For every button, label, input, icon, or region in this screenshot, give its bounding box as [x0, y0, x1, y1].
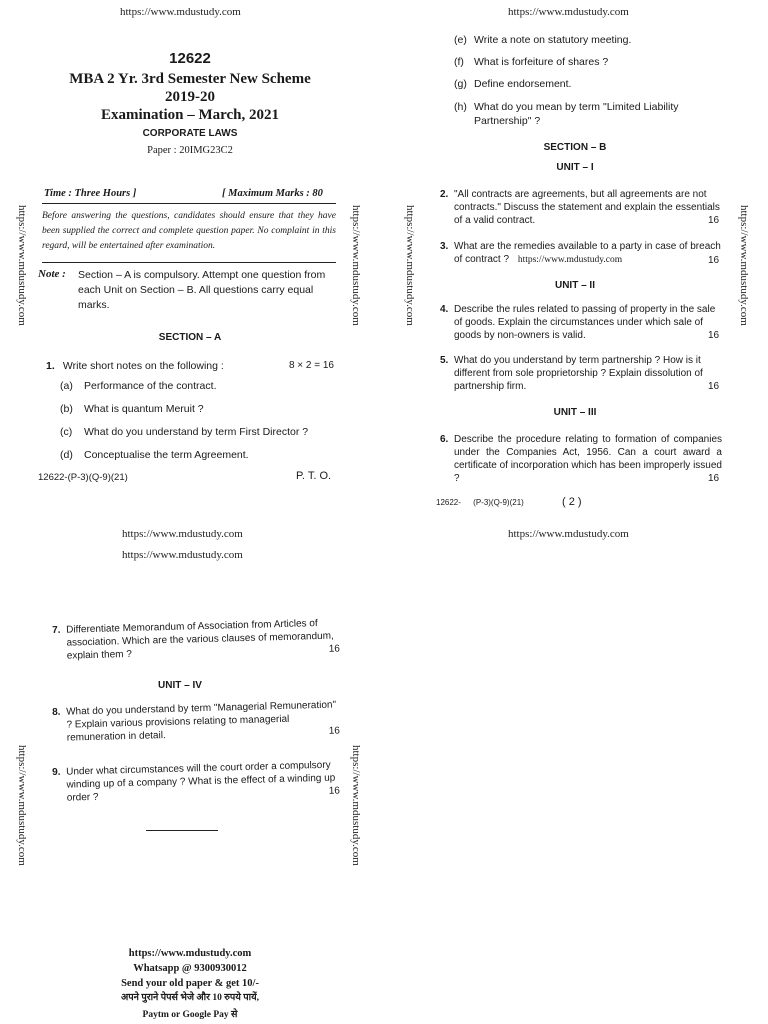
watermark-url-side-5: https://www.mdustudy.com — [16, 745, 28, 866]
page-2-footer-code — [436, 498, 524, 507]
pto-label: P. T. O. — [296, 470, 332, 482]
question-1 — [46, 360, 334, 372]
q1-part-d — [60, 449, 340, 461]
question-7 — [52, 616, 343, 663]
part-a-text: Performance of the contract. — [84, 380, 217, 392]
unit-4-heading: UNIT – IV — [158, 680, 202, 691]
q6-text: Describe the procedure relating to formation of companies under the Companies Act, 1956. Can a court award a certificate of incorporation which has been improperly issued ? — [454, 434, 722, 484]
page-1-footer-code — [38, 472, 128, 483]
footer-suffix-1: (P-3)(Q-9)(21) — [67, 472, 128, 483]
q4-text: Describe the rules related to passing of property in the sale of goods. Explain the circumstances under which sale of goods by non-owners is valid. — [454, 304, 716, 341]
unit-3-heading: UNIT – III — [553, 407, 597, 418]
promo-block — [90, 946, 290, 1023]
part-f-text: What is forfeiture of shares ? — [474, 56, 609, 68]
question-9 — [52, 758, 343, 805]
section-a-heading: SECTION – A — [158, 332, 222, 343]
promo-payment: Paytm or Google Pay से — [142, 1010, 238, 1020]
page-1 — [40, 30, 340, 156]
q9-number: 9. — [52, 766, 61, 778]
question-6: 6. Describe the procedure relating to formation of companies under the Companies Act, 1956. Can a court award a certificate of incorporation which has been improperly issued ? 16 — [440, 434, 722, 484]
subject-title: CORPORATE LAWS — [142, 128, 238, 139]
question-5: 5. What do you understand by term partnership ? How is it different from sole proprietorship ? Explain dissolution of partnership firm. 16 — [440, 355, 720, 392]
watermark-url-mid-left-1: https://www.mdustudy.com — [122, 528, 243, 540]
part-c-label: (c) — [60, 426, 73, 438]
session: 2019-20 — [165, 89, 215, 105]
note-label: Note : — [38, 268, 66, 280]
watermark-url-side-3: https://www.mdustudy.com — [404, 205, 416, 326]
footer-suffix-2: (P-3)(Q-9)(21) — [473, 498, 524, 507]
time-label: Time : Three Hours ] — [44, 188, 137, 199]
watermark-url-top-left: https://www.mdustudy.com — [120, 6, 241, 18]
q4-number: 4. — [440, 304, 449, 315]
header-rule — [42, 203, 336, 204]
q1-number: 1. — [46, 360, 55, 372]
instruction-rule — [42, 262, 336, 263]
note-text: Section – A is compulsory. Attempt one question from each Unit on Section – B. All questions carry equal marks. — [78, 269, 326, 311]
part-d-label: (d) — [60, 449, 73, 461]
section-b-heading: SECTION – B — [543, 142, 607, 153]
watermark-url-side-4: https://www.mdustudy.com — [738, 205, 750, 326]
q1-part-f — [454, 56, 714, 68]
q7-number: 7. — [52, 624, 61, 636]
watermark-url-side-6: https://www.mdustudy.com — [350, 745, 362, 866]
q1-part-g — [454, 78, 714, 90]
question-4: 4. Describe the rules related to passing of property in the sale of goods. Explain the circumstances under which sale of goods by non-owners is valid. 16 — [440, 304, 720, 341]
part-a-label: (a) — [60, 380, 73, 392]
watermark-url-side-2: https://www.mdustudy.com — [350, 205, 362, 326]
promo-whatsapp: Whatsapp @ 9300930012 — [133, 963, 247, 974]
marks-label: [ Maximum Marks : 80 — [222, 188, 323, 199]
paper-number: Paper : 20IMG23C2 — [147, 145, 233, 156]
unit-2-heading: UNIT – II — [554, 280, 595, 291]
q1-part-h — [454, 100, 736, 128]
unit-1-heading: UNIT – I — [556, 162, 594, 173]
q1-marks: 8 × 2 = 16 — [288, 360, 334, 371]
end-rule — [146, 830, 218, 831]
part-d-text: Conceptualise the term Agreement. — [84, 449, 249, 461]
exam-title: Examination – March, 2021 — [100, 107, 280, 123]
q8-text: What do you understand by term "Managerial Remuneration" ? Explain various provisions relating to managerial remuneration in detail. — [66, 699, 337, 744]
course-title: MBA 2 Yr. 3rd Semester New Scheme — [69, 71, 311, 87]
q1-part-b — [60, 403, 340, 415]
q2-number: 2. — [440, 189, 449, 200]
watermark-url-mid-left-2: https://www.mdustudy.com — [122, 549, 243, 561]
promo-hindi-line: अपने पुराने पेपर्स भेजे और 10 रुपये पायें, — [121, 993, 259, 1003]
part-g-text: Define endorsement. — [474, 78, 572, 90]
footer-code-2: 12622- — [436, 498, 461, 507]
instruction-text: Before answering the questions, candidates should ensure that they have been supplied the correct and complete question paper. No complaint in this regard, will be entertained after examination. — [42, 211, 336, 251]
part-h-text: What do you mean by term "Limited Liability Partnership" ? — [474, 101, 679, 127]
q8-number: 8. — [52, 706, 61, 718]
part-e-label: (e) — [454, 34, 467, 46]
q3-inline-url: https://www.mdustudy.com — [517, 255, 623, 265]
part-e-text: Write a note on statutory meeting. — [474, 34, 632, 46]
question-3: 3. What are the remedies available to a party in case of breach of contract ? https://www.mdustudy.com 16 — [440, 241, 721, 266]
q1-part-c — [60, 426, 340, 438]
q2-text: "All contracts are agreements, but all agreements are not contracts." Discuss the statement and explain the essentials of a valid contract. — [454, 189, 720, 226]
part-b-text: What is quantum Meruit ? — [84, 403, 204, 415]
q5-number: 5. — [440, 355, 449, 366]
part-g-label: (g) — [454, 78, 467, 90]
q7-text: Differentiate Memorandum of Association from Articles of association. Which are the various clauses of memorandum, explain them ? — [66, 618, 334, 662]
q5-text: What do you understand by term partnership ? How is it different from sole proprietorship ? Explain dissolution of partnership firm. — [454, 355, 703, 392]
q1-part-e — [454, 34, 714, 46]
q6-number: 6. — [440, 434, 449, 445]
part-c-text: What do you understand by term First Director ? — [84, 426, 309, 438]
q3-number: 3. — [440, 241, 449, 252]
part-f-label: (f) — [454, 56, 464, 68]
question-2: 2. "All contracts are agreements, but all agreements are not contracts." Discuss the statement and explain the essentials of a valid contract. 16 — [440, 189, 720, 226]
part-b-label: (b) — [60, 403, 73, 415]
q1-text: Write short notes on the following : — [62, 360, 224, 372]
q9-text: Under what circumstances will the court order a compulsory winding up of a company ? What is the effect of a winding up order ? — [66, 759, 336, 804]
question-8 — [52, 698, 343, 745]
q1-part-a — [60, 380, 340, 392]
footer-code-1: 12622- — [38, 472, 68, 483]
watermark-url-mid-right: https://www.mdustudy.com — [508, 528, 629, 540]
paper-code: 12622 — [169, 50, 211, 67]
promo-url: https://www.mdustudy.com — [128, 948, 252, 959]
part-h-label: (h) — [454, 101, 467, 113]
watermark-url-side-1: https://www.mdustudy.com — [16, 205, 28, 326]
watermark-url-top-right: https://www.mdustudy.com — [508, 6, 629, 18]
q3-text: What are the remedies available to a party in case of breach of contract ? — [454, 241, 721, 265]
page-2-number: ( 2 ) — [562, 496, 582, 508]
promo-offer: Send your old paper & get 10/- — [121, 978, 259, 989]
